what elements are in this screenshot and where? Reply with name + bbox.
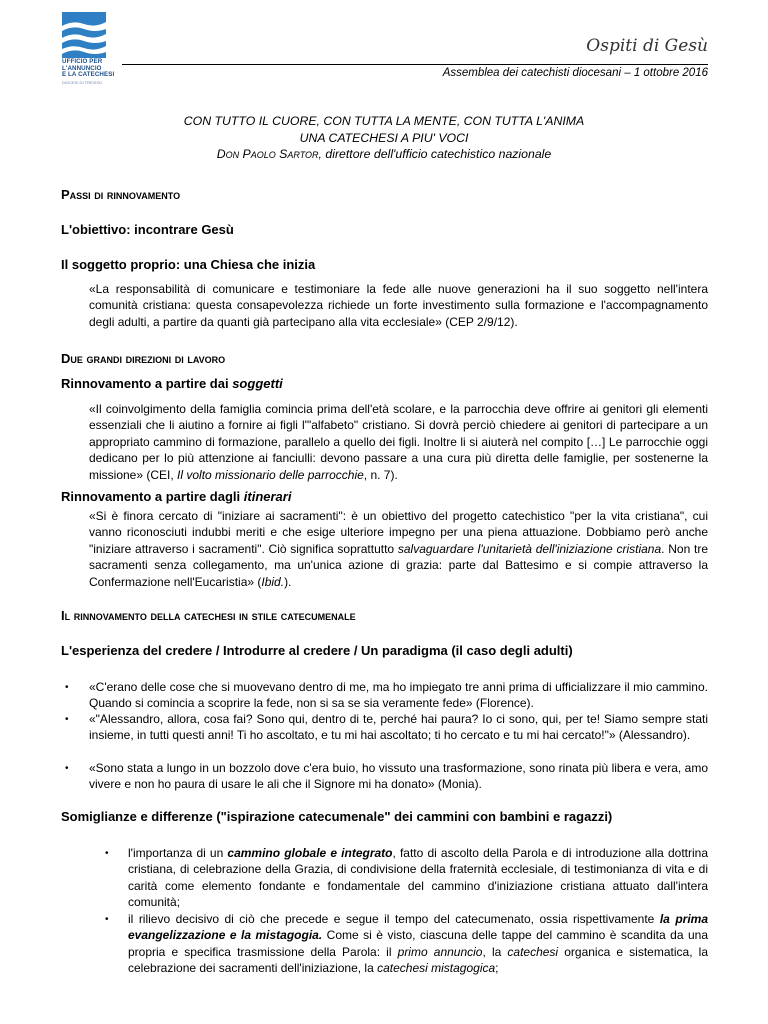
series-title: Ospiti di Gesù (586, 36, 708, 56)
waves-logo-icon (62, 12, 106, 58)
section-heading-catecumenale: Il rinnovamento della catechesi in stile catecumenale (61, 608, 356, 623)
point-cammino-globale: l'importanza di un cammino globale e integrato, fatto di ascolto della Parola e di introduzione alla dottrina cristiana, di celebrazione della Grazia, di condivisione della fraternità ecclesiale, di testimonianza di vita e di carità come elemento fondante e fondamentale del cammino d'iniziazione cristiana attuato dall'intera comunità; (128, 846, 708, 910)
bullet: • (65, 763, 69, 774)
bullet: • (65, 714, 69, 725)
subheading-itinerari: Rinnovamento a partire dagli itinerari (61, 489, 292, 504)
quote-sacramenti: «Si è finora cercato di "iniziare ai sacramenti": è un obiettivo del progetto catechistico "per la vita cristiana", cui vanno riconosciuti indubbi meriti e che esige ulteriore impegno per una piena attuazione. Dobbiamo però anche "iniziare attraverso i sacramenti". Ciò significa soprattutto salvaguardare l'unitarietà dell'iniziazione cristiana. Non tre sacramenti senza collegamento, ma un'unica azione di grazia: parte dal Battesimo e si compie attraverso la Confermazione nell'Eucaristia» (Ibid.). (89, 509, 708, 589)
subheading-somiglianze: Somiglianze e differenze ("ispirazione catecumenale" dei cammini con bambini e ragazzi) (61, 809, 613, 824)
testimony-alessandro: «"Alessandro, allora, cosa fai? Sono qui, dentro di te, perché hai paura? Io ci sono, qui, per te! Siamo sempre stati insieme, in tutti questi anni! Ti ho ascoltato, e tu mi hai ascoltato; ti ho cercato e tu mi hai cercato!"» (Alessandro). (89, 712, 708, 743)
quote-famiglia: «Il coinvolgimento della famiglia comincia prima dell'età scolare, e la parrocchia deve offrire ai genitori gli elementi essenziali che li aiutino a fornire ai figli l'"alfabeto" cristiano. Si dovrà perciò chiedere ai genitori di partecipare a un appropriato cammino di formazione, parallelo a quello dei figli. Inoltre li si aiuterà nel compito […] Le parrocchie oggi dedicano per lo più attenzione ai fanciulli: devono passare a una cura più diretta delle famiglie, per sostenerne la missione» (CEI, Il volto missionario delle parrocchie, n. 7). (89, 402, 708, 482)
title-line-2: UNA CATECHESI A PIU' VOCI (299, 130, 469, 145)
quote-cep: «La responsabilità di comunicare e testimoniare la fede alle nuove generazioni ha il suo soggetto nell'intera comunità cristiana: questa consapevolezza richiede un forte investimento sulla formazione e l'accompagnamento degli adulti, a partire da quanti già partecipano alla vita ecclesiale» (CEP 2/9/12). (89, 282, 708, 329)
header-rule (122, 64, 708, 65)
logo-text: UFFICIO PER L'ANNUNCIO E LA CATECHESI (62, 58, 115, 79)
section-heading-direzioni: Due grandi direzioni di lavoro (61, 351, 226, 366)
bullet: • (65, 682, 69, 693)
subheading-soggetto: Il soggetto proprio: una Chiesa che inizia (61, 257, 316, 272)
office-logo (62, 12, 120, 85)
document-title (60, 113, 708, 163)
subheading-esperienza: L'esperienza del credere / Introdurre al credere / Un paradigma (il caso degli adulti) (61, 643, 573, 658)
logo-subtext: DIOCESI DI TREVISO (62, 79, 103, 85)
subheading-obiettivo: L'obiettivo: incontrare Gesù (61, 222, 234, 237)
title-line-1: CON TUTTO IL CUORE, CON TUTTA LA MENTE, CON TUTTA L'ANIMA (183, 114, 585, 128)
point-rilievo-decisivo: il rilievo decisivo di ciò che precede e segue il tempo del catecumenato, ossia rispettivamente la prima evangelizzazione e la mistagogia. Come si è visto, ciascuna delle tappe del cammino è scandita da una propria e specifica trasmissione della Parola: il primo annuncio, la catechesi organica e sistematica, la celebrazione dei sacramenti dell'iniziazione, la catechesi mistagogica; (128, 912, 708, 976)
testimony-florence: «C'erano delle cose che si muovevano dentro di me, ma ho impiegato tre anni prima di ufficializzare il mio cammino. Quando si comincia a scoprire la fede, non si sa se sia veramente fede» (Florence). (89, 680, 708, 711)
author-name: Don Paolo Sartor (216, 147, 319, 161)
author-role: , direttore dell'ufficio catechistico nazionale (318, 147, 552, 161)
bullet: • (105, 914, 109, 925)
author-line (60, 146, 708, 163)
bullet: • (105, 848, 109, 859)
event-subtitle: Assemblea dei catechisti diocesani – 1 ottobre 2016 (442, 67, 708, 79)
testimony-monia: «Sono stata a lungo in un bozzolo dove c'era buio, ho vissuto una trasformazione, sono rinata più libera e vera, amo vivere e non ho paura di usare le ali che il Signore mi ha donato» (Monia). (89, 761, 708, 792)
subheading-soggetti: Rinnovamento a partire dai soggetti (61, 376, 283, 391)
section-heading-passi: Passi di rinnovamento (61, 187, 181, 202)
